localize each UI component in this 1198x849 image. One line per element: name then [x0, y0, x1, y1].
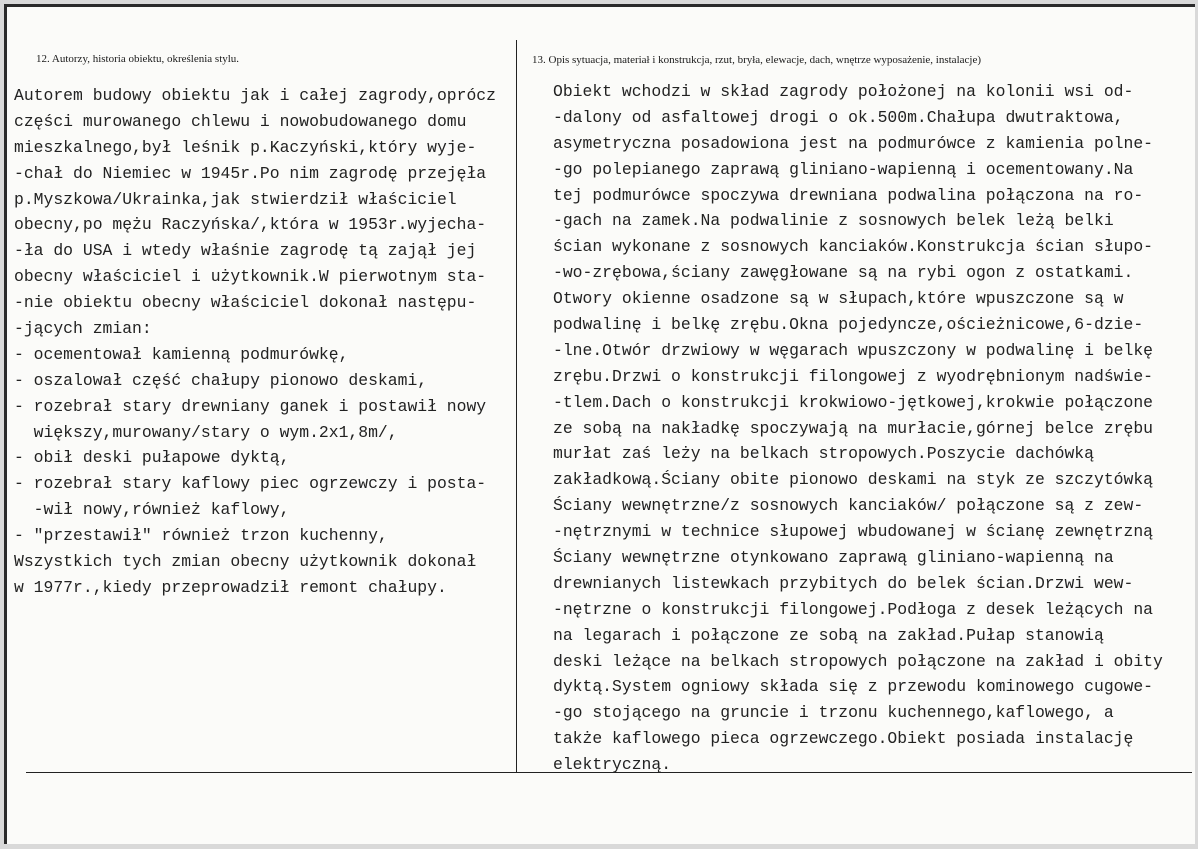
- description-text-line: -nętrznymi w technice słupowej wbudowanej w ścianę zewnętrzną: [553, 522, 1153, 542]
- description-text-line: elektryczną.: [553, 755, 672, 775]
- history-text-line: - rozebrał stary kaflowy piec ogrzewczy i posta-: [14, 474, 487, 494]
- top-border: [4, 4, 1195, 7]
- history-text-line: w 1977r.,kiedy przeprowadził remont chałupy.: [14, 577, 447, 597]
- description-text-line: asymetryczna posadowiona jest na podmurówce z kamienia polne-: [553, 133, 1153, 153]
- history-text-line: - obił deski pułapowe dyktą,: [14, 448, 290, 468]
- form-sheet: [4, 4, 1195, 844]
- description-text-line: -tlem.Dach o konstrukcji krokwiowo-jętkowej,krokwie połączone: [553, 392, 1153, 412]
- description-text-line: murłat zaś leży na belkach stropowych.Poszycie dachówką: [553, 444, 1094, 464]
- description-text-line: -nętrzne o konstrukcji filongowej.Podłoga z desek leżących na: [553, 599, 1153, 619]
- description-text-line: dyktą.System ogniowy składa się z przewodu kominowego cugowe-: [553, 677, 1153, 697]
- description-text-line: -dalony od asfaltowej drogi o ok.500m.Chałupa dwutraktowa,: [553, 107, 1124, 127]
- history-text-line: części murowanego chlewu i nowobudowanego domu: [14, 111, 467, 131]
- history-text-line: p.Myszkowa/Ukrainka,jak stwierdził właściciel: [14, 189, 457, 209]
- section-12-typed-text: [14, 83, 496, 601]
- description-text-line: deski leżące na belkach stropowych połączone na zakład i obity: [553, 651, 1163, 671]
- section-13-header: 13. Opis sytuacja, materiał i konstrukcja, rzut, bryła, elewacje, dach, wnętrze wyposażenie, instalacje): [532, 54, 981, 66]
- history-text-line: obecny,po mężu Raczyńska/,która w 1953r.wyjecha-: [14, 215, 487, 235]
- history-text-line: - "przestawił" również trzon kuchenny,: [14, 526, 388, 546]
- section-12-header: 12. Autorzy, historia obiektu, określenia stylu.: [36, 53, 240, 65]
- description-text-line: Ściany wewnętrzne/z sosnowych kanciaków/ połączone są z zew-: [553, 496, 1144, 516]
- history-text-line: -ła do USA i wtedy właśnie zagrodę tą zajął jej: [14, 241, 477, 261]
- history-text-line: -nie obiektu obecny właściciel dokonał następu-: [14, 293, 477, 313]
- history-text-line: - rozebrał stary drewniany ganek i postawił nowy: [14, 396, 487, 416]
- description-text-line: Obiekt wchodzi w skład zagrody położonej na kolonii wsi od-: [553, 82, 1134, 101]
- history-text-line: Wszystkich tych zmian obecny użytkownik dokonał: [14, 552, 477, 572]
- history-text-line: -wił nowy,również kaflowy,: [14, 500, 290, 520]
- column-divider: [516, 40, 517, 772]
- description-text-line: tej podmurówce spoczywa drewniana podwalina połączona na ro-: [553, 185, 1144, 205]
- history-text-line: Autorem budowy obiektu jak i całej zagrody,oprócz: [14, 86, 496, 105]
- description-text-line: na legarach i połączone ze sobą na zakład.Pułap stanowią: [553, 625, 1104, 645]
- description-text-line: zakładkową.Ściany obite pionowo deskami na styk ze szczytówką: [553, 470, 1153, 490]
- description-text-line: ścian wykonane z sosnowych kanciaków.Konstrukcja ścian słupo-: [553, 237, 1153, 257]
- history-text-line: - ocementował kamienną podmurówkę,: [14, 344, 349, 364]
- section-13-typed-text: [553, 79, 1163, 778]
- history-text-line: obecny właściciel i użytkownik.W pierwotnym sta-: [14, 267, 487, 287]
- description-text-line: -wo-zrębowa,ściany zawęgłowane są na rybi ogon z ostatkami.: [553, 263, 1134, 283]
- history-text-line: mieszkalnego,był leśnik p.Kaczyński,który wyje-: [14, 137, 477, 157]
- history-text-line: -jących zmian:: [14, 319, 152, 339]
- description-text-line: także kaflowego pieca ogrzewczego.Obiekt posiada instalację: [553, 729, 1134, 749]
- history-text-line: - oszalował część chałupy pionowo deskami,: [14, 370, 428, 390]
- description-text-line: Ściany wewnętrzne otynkowano zaprawą gliniano-wapienną na: [553, 548, 1114, 568]
- description-text-line: podwalinę i belkę zrębu.Okna pojedyncze,ościeżnicowe,6-dzie-: [553, 315, 1144, 335]
- history-text-line: -chał do Niemiec w 1945r.Po nim zagrodę przejęła: [14, 163, 487, 183]
- description-text-line: ze sobą na nakładkę spoczywają na murłacie,górnej belce zrębu: [553, 418, 1153, 438]
- description-text-line: -lne.Otwór drzwiowy w węgarach wpuszczony w podwalinę i belkę: [553, 340, 1153, 360]
- description-text-line: drewnianych listewkach przybitych do belek ścian.Drzwi wew-: [553, 573, 1134, 593]
- left-border: [4, 4, 7, 844]
- description-text-line: -gach na zamek.Na podwalinie z sosnowych belek leżą belki: [553, 211, 1114, 231]
- description-text-line: Otwory okienne osadzone są w słupach,które wpuszczone są w: [553, 289, 1124, 309]
- description-text-line: -go polepianego zaprawą gliniano-wapienną i ocementowany.Na: [553, 159, 1134, 179]
- description-text-line: -go stojącego na gruncie i trzonu kuchennego,kaflowego, a: [553, 703, 1114, 723]
- history-text-line: większy,murowany/stary o wym.2x1,8m/,: [14, 422, 398, 442]
- description-text-line: zrębu.Drzwi o konstrukcji filongowej z wyodrębnionym nadświe-: [553, 366, 1153, 386]
